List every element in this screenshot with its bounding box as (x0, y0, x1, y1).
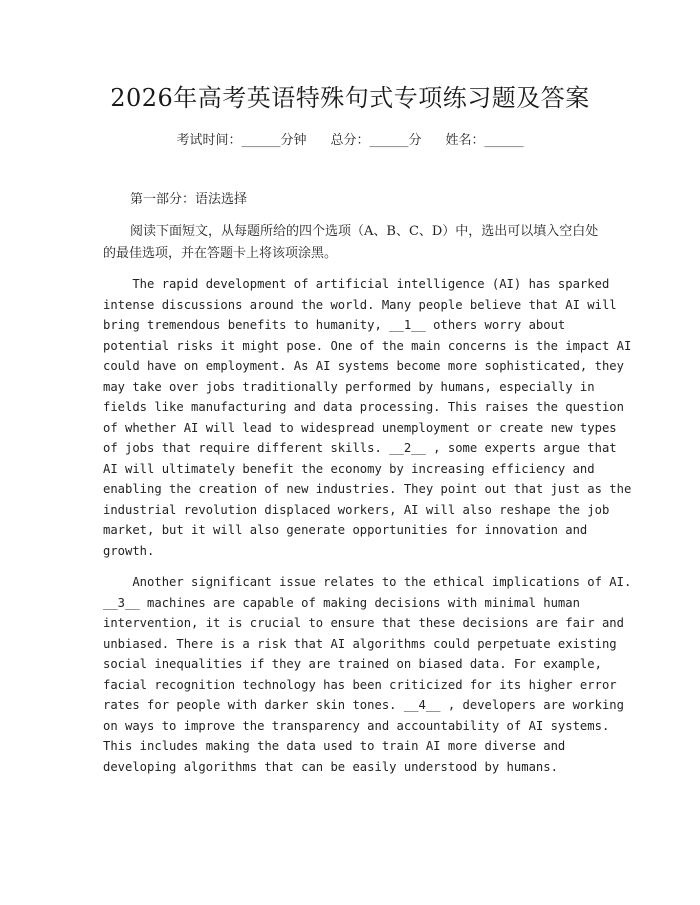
student-name-field: 姓名：______ (445, 133, 524, 148)
passage-paragraph-2: Another significant issue relates to the ethical implications of AI. __3__ machines are capable of making decisions with minimal human intervention, it is crucial to ensure that these decisions are fair and unbiased. There is a risk that AI algorithms could perpetuate existing social inequalities if they are trained on biased data. For example, facial recognition technology has been criticized for its higher error rates for people with darker skin tones. __4__ , developers are working on ways to improve the transparency and accountability of AI systems. This includes making the data used to train AI more diverse and developing algorithms that can be easily understood by humans. (103, 575, 632, 774)
document-title: 2026年高考英语特殊句式专项练习题及答案 (110, 84, 590, 112)
section-heading: 第一部分：语法选择 (130, 192, 248, 207)
exam-time-field: 考试时间：______分钟 (176, 133, 307, 148)
instructions-paragraph: 阅读下面短文，从每题所给的四个选项（A、B、C、D）中，选出可以填入空白处的最佳选项，并在答题卡上将该项涂黑。 (103, 224, 599, 261)
exam-info-line (0, 131, 700, 151)
passage-paragraph-1: The rapid development of artificial intelligence (AI) has sparked intense discussions around the world. Many people believe that AI will bring tremendous benefits to humanity, __1__ others worry about potential risks it might pose. One of the main concerns is the impact AI could have on employment. As AI systems become more sophisticated, they may take over jobs traditionally performed by humans, especially in fields like manufacturing and data processing. This raises the question of whether AI will lead to widespread unemployment or create new types of jobs that require different skills. __2__ , some experts argue that AI will ultimately benefit the economy by increasing efficiency and enabling the creation of new industries. They point out that just as the industrial revolution displaced workers, AI will also reshape the job market, but it will also generate opportunities for innovation and growth. (103, 277, 632, 558)
total-score-field: 总分：______分 (330, 133, 422, 148)
